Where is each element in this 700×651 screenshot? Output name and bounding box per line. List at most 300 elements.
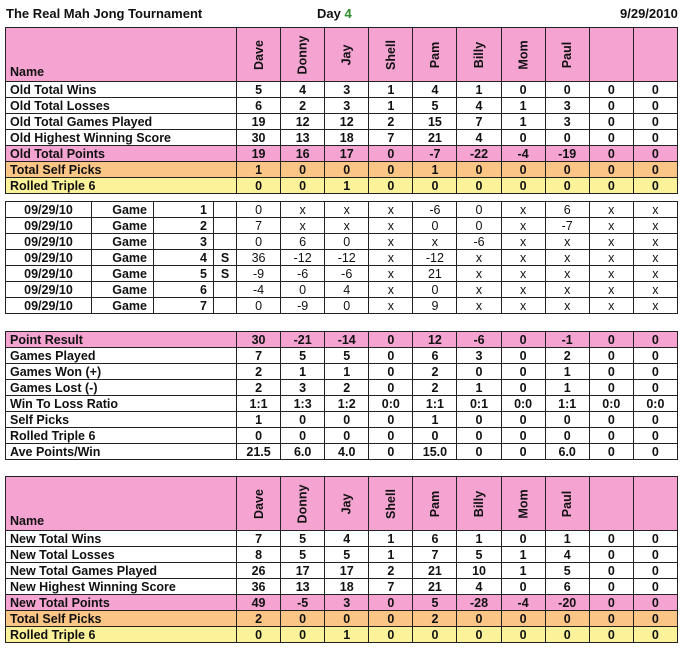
cell-value: 0 xyxy=(589,162,633,178)
cell-value: 1 xyxy=(501,98,545,114)
cell-value: 0 xyxy=(281,412,325,428)
game-score: -6 xyxy=(325,266,369,282)
cell-value: 0 xyxy=(545,627,589,643)
cell-value: 1 xyxy=(369,531,413,547)
cell-value: 0 xyxy=(501,380,545,396)
game-score: 0 xyxy=(325,298,369,314)
game-score: 0 xyxy=(281,282,325,298)
cell-value: 0 xyxy=(589,627,633,643)
cell-value: 0 xyxy=(633,162,677,178)
cell-value: 0 xyxy=(633,332,677,348)
new-total-row xyxy=(6,563,678,579)
cell-value: 4 xyxy=(281,82,325,98)
game-score: x xyxy=(501,218,545,234)
game-score: x xyxy=(413,234,457,250)
game-score: x xyxy=(501,250,545,266)
cell-value: 4 xyxy=(545,547,589,563)
cell-value: 5 xyxy=(325,547,369,563)
cell-value: 1 xyxy=(501,547,545,563)
player-header-row xyxy=(6,28,678,82)
cell-value: 0 xyxy=(369,627,413,643)
game-score: x xyxy=(633,298,677,314)
player-name: Shell xyxy=(383,488,398,519)
player-header xyxy=(633,477,677,531)
cell-value: 0 xyxy=(501,531,545,547)
self-pick-flag: S xyxy=(214,266,237,282)
cell-value: 1 xyxy=(369,547,413,563)
cell-value: 16 xyxy=(281,146,325,162)
cell-value: 6 xyxy=(413,531,457,547)
day-number: 4 xyxy=(344,6,352,21)
game-score: x xyxy=(589,234,633,250)
row-label: Games Played xyxy=(6,348,237,364)
new-total-row xyxy=(6,627,678,643)
game-score: 6 xyxy=(545,202,589,218)
cell-value: 0 xyxy=(589,82,633,98)
cell-value: 0 xyxy=(589,178,633,194)
player-name: Pam xyxy=(427,490,442,517)
cell-value: 5 xyxy=(281,348,325,364)
cell-value: 1 xyxy=(281,364,325,380)
game-label: Game xyxy=(92,266,154,282)
result-row xyxy=(6,332,678,348)
cell-value: 0 xyxy=(501,579,545,595)
self-pick-flag xyxy=(214,202,237,218)
row-label: New Total Losses xyxy=(6,547,237,563)
cell-value: 0 xyxy=(501,611,545,627)
cell-value: 0 xyxy=(501,348,545,364)
cell-value: 0:0 xyxy=(369,396,413,412)
new-total-row xyxy=(6,595,678,611)
sheet-title: The Real Mah Jong Tournament xyxy=(6,6,203,21)
game-score: 0 xyxy=(413,218,457,234)
cell-value: 0 xyxy=(589,444,633,460)
game-score: -9 xyxy=(281,298,325,314)
game-score: x xyxy=(633,266,677,282)
game-row xyxy=(6,250,678,266)
game-label: Game xyxy=(92,298,154,314)
game-label: Game xyxy=(92,282,154,298)
game-score: x xyxy=(545,234,589,250)
cell-value: 6 xyxy=(413,348,457,364)
game-score: 4 xyxy=(325,282,369,298)
cell-value: 2 xyxy=(413,380,457,396)
game-score: x xyxy=(501,266,545,282)
old-totals-table xyxy=(5,27,678,194)
game-score: 6 xyxy=(281,234,325,250)
cell-value: 5 xyxy=(413,595,457,611)
cell-value: 1:2 xyxy=(325,396,369,412)
game-score: x xyxy=(325,202,369,218)
game-score: 9 xyxy=(413,298,457,314)
cell-value: 7 xyxy=(369,130,413,146)
cell-value: 49 xyxy=(237,595,281,611)
game-score: 36 xyxy=(237,250,281,266)
player-name: Dave xyxy=(251,488,266,519)
cell-value: 0 xyxy=(369,348,413,364)
game-score: x xyxy=(589,250,633,266)
cell-value: 1 xyxy=(325,364,369,380)
cell-value: 0 xyxy=(457,611,501,627)
cell-value: 19 xyxy=(237,114,281,130)
game-number: 4 xyxy=(154,250,214,266)
cell-value: 0 xyxy=(633,611,677,627)
player-header xyxy=(413,477,457,531)
cell-value: 1 xyxy=(545,364,589,380)
cell-value: 0 xyxy=(633,178,677,194)
cell-value: -1 xyxy=(545,332,589,348)
game-score: -9 xyxy=(237,266,281,282)
game-score: x xyxy=(457,250,501,266)
cell-value: 15.0 xyxy=(413,444,457,460)
cell-value: 2 xyxy=(413,364,457,380)
game-score: 0 xyxy=(237,298,281,314)
cell-value: 0 xyxy=(589,428,633,444)
cell-value: 4 xyxy=(457,579,501,595)
cell-value: 21 xyxy=(413,130,457,146)
cell-value: 0 xyxy=(325,162,369,178)
game-score: x xyxy=(545,266,589,282)
cell-value: 0 xyxy=(589,364,633,380)
cell-value: 0 xyxy=(369,364,413,380)
row-label: Old Total Wins xyxy=(6,82,237,98)
cell-value: 0 xyxy=(281,611,325,627)
cell-value: 0 xyxy=(545,130,589,146)
cell-value: 0 xyxy=(413,627,457,643)
cell-value: 1 xyxy=(545,531,589,547)
cell-value: 0 xyxy=(501,332,545,348)
cell-value: 0 xyxy=(633,547,677,563)
old-total-row xyxy=(6,146,678,162)
cell-value: 5 xyxy=(545,563,589,579)
cell-value: 7 xyxy=(413,547,457,563)
game-score: x xyxy=(589,298,633,314)
cell-value: 0 xyxy=(545,412,589,428)
game-score: -4 xyxy=(237,282,281,298)
game-score: 7 xyxy=(237,218,281,234)
player-header xyxy=(589,477,633,531)
game-score: -12 xyxy=(325,250,369,266)
game-row xyxy=(6,202,678,218)
cell-value: 0 xyxy=(413,178,457,194)
cell-value: 0 xyxy=(589,547,633,563)
cell-value: 0 xyxy=(589,98,633,114)
cell-value: 0 xyxy=(633,146,677,162)
row-label: Point Result xyxy=(6,332,237,348)
cell-value: 0 xyxy=(369,611,413,627)
cell-value: 21 xyxy=(413,563,457,579)
cell-value: 0 xyxy=(237,428,281,444)
new-total-row xyxy=(6,547,678,563)
cell-value: 0 xyxy=(545,178,589,194)
player-header xyxy=(589,28,633,82)
cell-value: 0 xyxy=(633,579,677,595)
cell-value: 0 xyxy=(237,627,281,643)
game-label: Game xyxy=(92,250,154,266)
cell-value: -20 xyxy=(545,595,589,611)
cell-value: 18 xyxy=(325,579,369,595)
game-score: x xyxy=(501,298,545,314)
cell-value: 0 xyxy=(589,332,633,348)
result-row xyxy=(6,412,678,428)
new-total-row xyxy=(6,531,678,547)
cell-value: 0 xyxy=(457,428,501,444)
game-score: -6 xyxy=(457,234,501,250)
cell-value: 0 xyxy=(281,627,325,643)
player-header xyxy=(369,477,413,531)
game-score: x xyxy=(369,202,413,218)
cell-value: 6 xyxy=(545,579,589,595)
cell-value: 1 xyxy=(413,162,457,178)
cell-value: 2 xyxy=(237,611,281,627)
game-date: 09/29/10 xyxy=(6,218,92,234)
cell-value: 0 xyxy=(589,531,633,547)
game-score: 21 xyxy=(413,266,457,282)
cell-value: 1:1 xyxy=(237,396,281,412)
cell-value: 21.5 xyxy=(237,444,281,460)
game-score: x xyxy=(501,282,545,298)
cell-value: 1 xyxy=(457,82,501,98)
cell-value: 19 xyxy=(237,146,281,162)
cell-value: 0 xyxy=(633,114,677,130)
player-name: Paul xyxy=(560,490,575,517)
cell-value: 6 xyxy=(237,98,281,114)
cell-value: 0 xyxy=(633,595,677,611)
game-row xyxy=(6,234,678,250)
result-row xyxy=(6,444,678,460)
player-header-row xyxy=(6,477,678,531)
cell-value: 0 xyxy=(589,563,633,579)
player-header xyxy=(545,477,589,531)
player-header xyxy=(633,28,677,82)
cell-value: 30 xyxy=(237,130,281,146)
cell-value: -19 xyxy=(545,146,589,162)
cell-value: 12 xyxy=(325,114,369,130)
cell-value: 0 xyxy=(589,146,633,162)
game-score: 0 xyxy=(457,218,501,234)
cell-value: 0 xyxy=(501,178,545,194)
cell-value: 5 xyxy=(237,82,281,98)
cell-value: 0 xyxy=(589,412,633,428)
old-total-row xyxy=(6,82,678,98)
game-date: 09/29/10 xyxy=(6,250,92,266)
player-header xyxy=(457,477,501,531)
game-score: x xyxy=(633,202,677,218)
game-score: 0 xyxy=(237,202,281,218)
row-label: Win To Loss Ratio xyxy=(6,396,237,412)
cell-value: 0 xyxy=(501,627,545,643)
cell-value: 2 xyxy=(369,114,413,130)
player-name: Jay xyxy=(339,44,354,65)
row-label: Total Self Picks xyxy=(6,162,237,178)
game-score: x xyxy=(369,266,413,282)
cell-value: 0 xyxy=(457,412,501,428)
cell-value: 0 xyxy=(633,380,677,396)
game-number: 2 xyxy=(154,218,214,234)
game-score: x xyxy=(281,202,325,218)
cell-value: 0:0 xyxy=(589,396,633,412)
player-header xyxy=(325,477,369,531)
cell-value: 12 xyxy=(413,332,457,348)
row-label: Total Self Picks xyxy=(6,611,237,627)
game-score: x xyxy=(633,250,677,266)
cell-value: 0 xyxy=(457,364,501,380)
cell-value: 0 xyxy=(589,130,633,146)
game-score: x xyxy=(369,250,413,266)
cell-value: 3 xyxy=(545,114,589,130)
game-score: -6 xyxy=(281,266,325,282)
cell-value: 1 xyxy=(545,380,589,396)
cell-value: 1 xyxy=(413,412,457,428)
cell-value: 0 xyxy=(413,428,457,444)
row-label: Games Lost (-) xyxy=(6,380,237,396)
cell-value: 4.0 xyxy=(325,444,369,460)
sheet-date: 9/29/2010 xyxy=(620,6,678,21)
cell-value: 0 xyxy=(589,114,633,130)
player-header xyxy=(413,28,457,82)
player-header xyxy=(501,477,545,531)
cell-value: 13 xyxy=(281,130,325,146)
self-pick-flag xyxy=(214,218,237,234)
game-label: Game xyxy=(92,234,154,250)
cell-value: 0 xyxy=(501,444,545,460)
player-name: Donny xyxy=(295,484,310,523)
cell-value: 2 xyxy=(281,98,325,114)
cell-value: 13 xyxy=(281,579,325,595)
cell-value: 2 xyxy=(413,611,457,627)
result-row xyxy=(6,428,678,444)
cell-value: 5 xyxy=(413,98,457,114)
row-label: Games Won (+) xyxy=(6,364,237,380)
game-score: -12 xyxy=(413,250,457,266)
game-row xyxy=(6,298,678,314)
cell-value: 0 xyxy=(545,162,589,178)
cell-value: 0 xyxy=(501,130,545,146)
game-score: x xyxy=(457,298,501,314)
cell-value: 0 xyxy=(633,563,677,579)
self-pick-flag xyxy=(214,234,237,250)
cell-value: 0 xyxy=(633,444,677,460)
cell-value: 0 xyxy=(501,82,545,98)
game-score: 0 xyxy=(413,282,457,298)
cell-value: 0 xyxy=(369,332,413,348)
cell-value: 0 xyxy=(457,178,501,194)
cell-value: 0 xyxy=(237,178,281,194)
game-score: x xyxy=(369,282,413,298)
self-pick-flag xyxy=(214,298,237,314)
player-header xyxy=(281,477,325,531)
row-label: Old Highest Winning Score xyxy=(6,130,237,146)
old-total-row xyxy=(6,162,678,178)
cell-value: 0 xyxy=(633,82,677,98)
self-pick-flag xyxy=(214,282,237,298)
cell-value: 3 xyxy=(325,595,369,611)
game-score: x xyxy=(369,234,413,250)
cell-value: 3 xyxy=(281,380,325,396)
cell-value: 1 xyxy=(325,627,369,643)
game-score: x xyxy=(325,218,369,234)
cell-value: 0 xyxy=(369,444,413,460)
game-score: 0 xyxy=(237,234,281,250)
cell-value: 7 xyxy=(237,348,281,364)
cell-value: 3 xyxy=(457,348,501,364)
cell-value: 0 xyxy=(545,82,589,98)
cell-value: 0 xyxy=(325,428,369,444)
cell-value: 0 xyxy=(633,98,677,114)
cell-value: 5 xyxy=(281,531,325,547)
cell-value: 3 xyxy=(545,98,589,114)
cell-value: 4 xyxy=(457,130,501,146)
cell-value: -14 xyxy=(325,332,369,348)
cell-value: -6 xyxy=(457,332,501,348)
old-total-row xyxy=(6,114,678,130)
cell-value: -4 xyxy=(501,595,545,611)
cell-value: 2 xyxy=(545,348,589,364)
cell-value: 0 xyxy=(457,627,501,643)
player-name: Pam xyxy=(427,41,442,68)
cell-value: 5 xyxy=(325,348,369,364)
cell-value: 0 xyxy=(633,348,677,364)
cell-value: 0 xyxy=(589,348,633,364)
cell-value: 0:0 xyxy=(501,396,545,412)
cell-value: 0 xyxy=(281,428,325,444)
game-date: 09/29/10 xyxy=(6,298,92,314)
game-score: -7 xyxy=(545,218,589,234)
cell-value: 0:0 xyxy=(633,396,677,412)
game-score: x xyxy=(545,298,589,314)
result-row xyxy=(6,364,678,380)
game-score: x xyxy=(369,218,413,234)
cell-value: 0 xyxy=(501,412,545,428)
cell-value: 0 xyxy=(589,595,633,611)
cell-value: -28 xyxy=(457,595,501,611)
cell-value: 7 xyxy=(369,579,413,595)
game-number: 6 xyxy=(154,282,214,298)
game-score: x xyxy=(457,282,501,298)
cell-value: 1 xyxy=(457,380,501,396)
game-score: x xyxy=(369,298,413,314)
game-row xyxy=(6,218,678,234)
cell-value: 0:1 xyxy=(457,396,501,412)
cell-value: 6.0 xyxy=(545,444,589,460)
cell-value: 0 xyxy=(501,162,545,178)
cell-value: 0 xyxy=(281,162,325,178)
cell-value: 0 xyxy=(589,579,633,595)
cell-value: 1:1 xyxy=(413,396,457,412)
game-date: 09/29/10 xyxy=(6,266,92,282)
game-score: x xyxy=(589,218,633,234)
player-name: Donny xyxy=(295,35,310,74)
player-header xyxy=(237,28,281,82)
day-indicator xyxy=(317,0,352,27)
results-table xyxy=(5,331,678,460)
cell-value: 21 xyxy=(413,579,457,595)
cell-value: 7 xyxy=(457,114,501,130)
cell-value: -22 xyxy=(457,146,501,162)
cell-value: 15 xyxy=(413,114,457,130)
cell-value: 2 xyxy=(237,380,281,396)
player-header xyxy=(237,477,281,531)
cell-value: 36 xyxy=(237,579,281,595)
cell-value: 1:1 xyxy=(545,396,589,412)
game-score: x xyxy=(633,234,677,250)
game-score: x xyxy=(633,282,677,298)
cell-value: 30 xyxy=(237,332,281,348)
cell-value: 0 xyxy=(325,611,369,627)
cell-value: 12 xyxy=(281,114,325,130)
cell-value: -4 xyxy=(501,146,545,162)
result-row xyxy=(6,380,678,396)
